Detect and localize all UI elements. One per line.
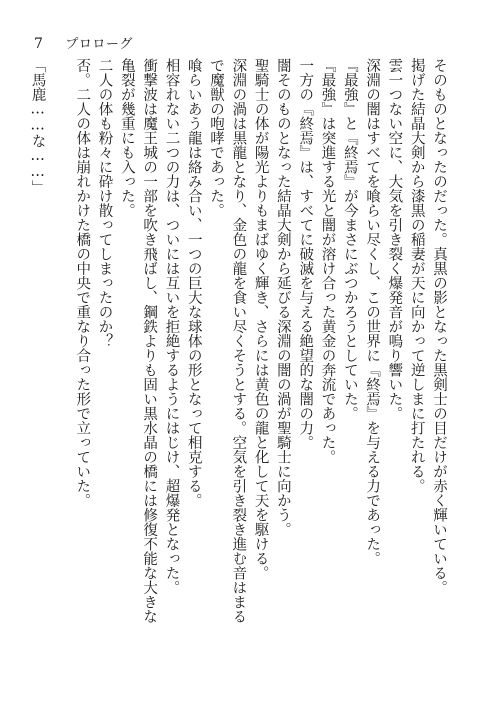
body-text [30,58,450,673]
text-line: で魔獣の咆哮であった。 [208,58,225,218]
text-line: 二人の体も粉々に砕け散ってしまったのか？ [96,58,113,348]
page-number: 7 [34,36,44,52]
text-line: 聖騎士の体が陽光よりもまばゆく輝き、さらには黄色の龍と化して天を駆ける。 [252,58,269,580]
running-title: プロローグ [65,37,133,52]
text-line: 深淵の闇はすべてを喰らい尽くし、この世界に『終焉』を与える力であった。 [364,58,381,566]
text-line: 衝撃波は魔王城の一部を吹き飛ばし、鋼鉄よりも固い黒水晶の橋には修復不能な大きな [141,58,158,624]
text-line: 雲一つない空に、大気を引き裂く爆発音が鳴り響いた。 [386,58,403,421]
text-line: 喰らいあう龍は絡み合い、一つの巨大な球体の形となって相克する。 [185,58,202,508]
blank-line [49,58,71,673]
text-line: 『最強』は突進する光と闇が溶け合った黄金の奔流であった。 [319,58,336,464]
dialogue-line: 「馬鹿……な……」 [30,58,46,195]
text-line: 一方の『終焉』は、すべてに破滅を与える絶望的な闇の力。 [297,58,314,450]
text-line: 闇そのものとなった結晶大剣から延びる深淵の闇の渦が聖騎士に向かう。 [274,58,291,537]
text-line: 否。二人の体は崩れかけた橋の中央で重なり合った形で立っていた。 [74,58,91,508]
text-line: 『最強』と『終焉』が今まさにぶつかろうとしていた。 [341,58,358,421]
text-line: そのものとなったのだった。真黒の影となった黒剣士の目だけが赤く輝いている。 [431,58,447,595]
text-line: 相容れない二つの力は、ついには互いを拒絶するようにはじけ、超爆発となった。 [163,58,180,595]
text-line: 亀裂が幾重にも入った。 [118,58,135,218]
text-line: 深淵の渦は黒龍となり、金色の龍を食い尽くそうとする。空気を引き裂き進む音はまる [230,58,247,624]
text-line: 掲げた結晶大剣から漆黒の稲妻が天に向かって逆しまに打たれる。 [408,58,425,493]
page-header [34,33,133,52]
